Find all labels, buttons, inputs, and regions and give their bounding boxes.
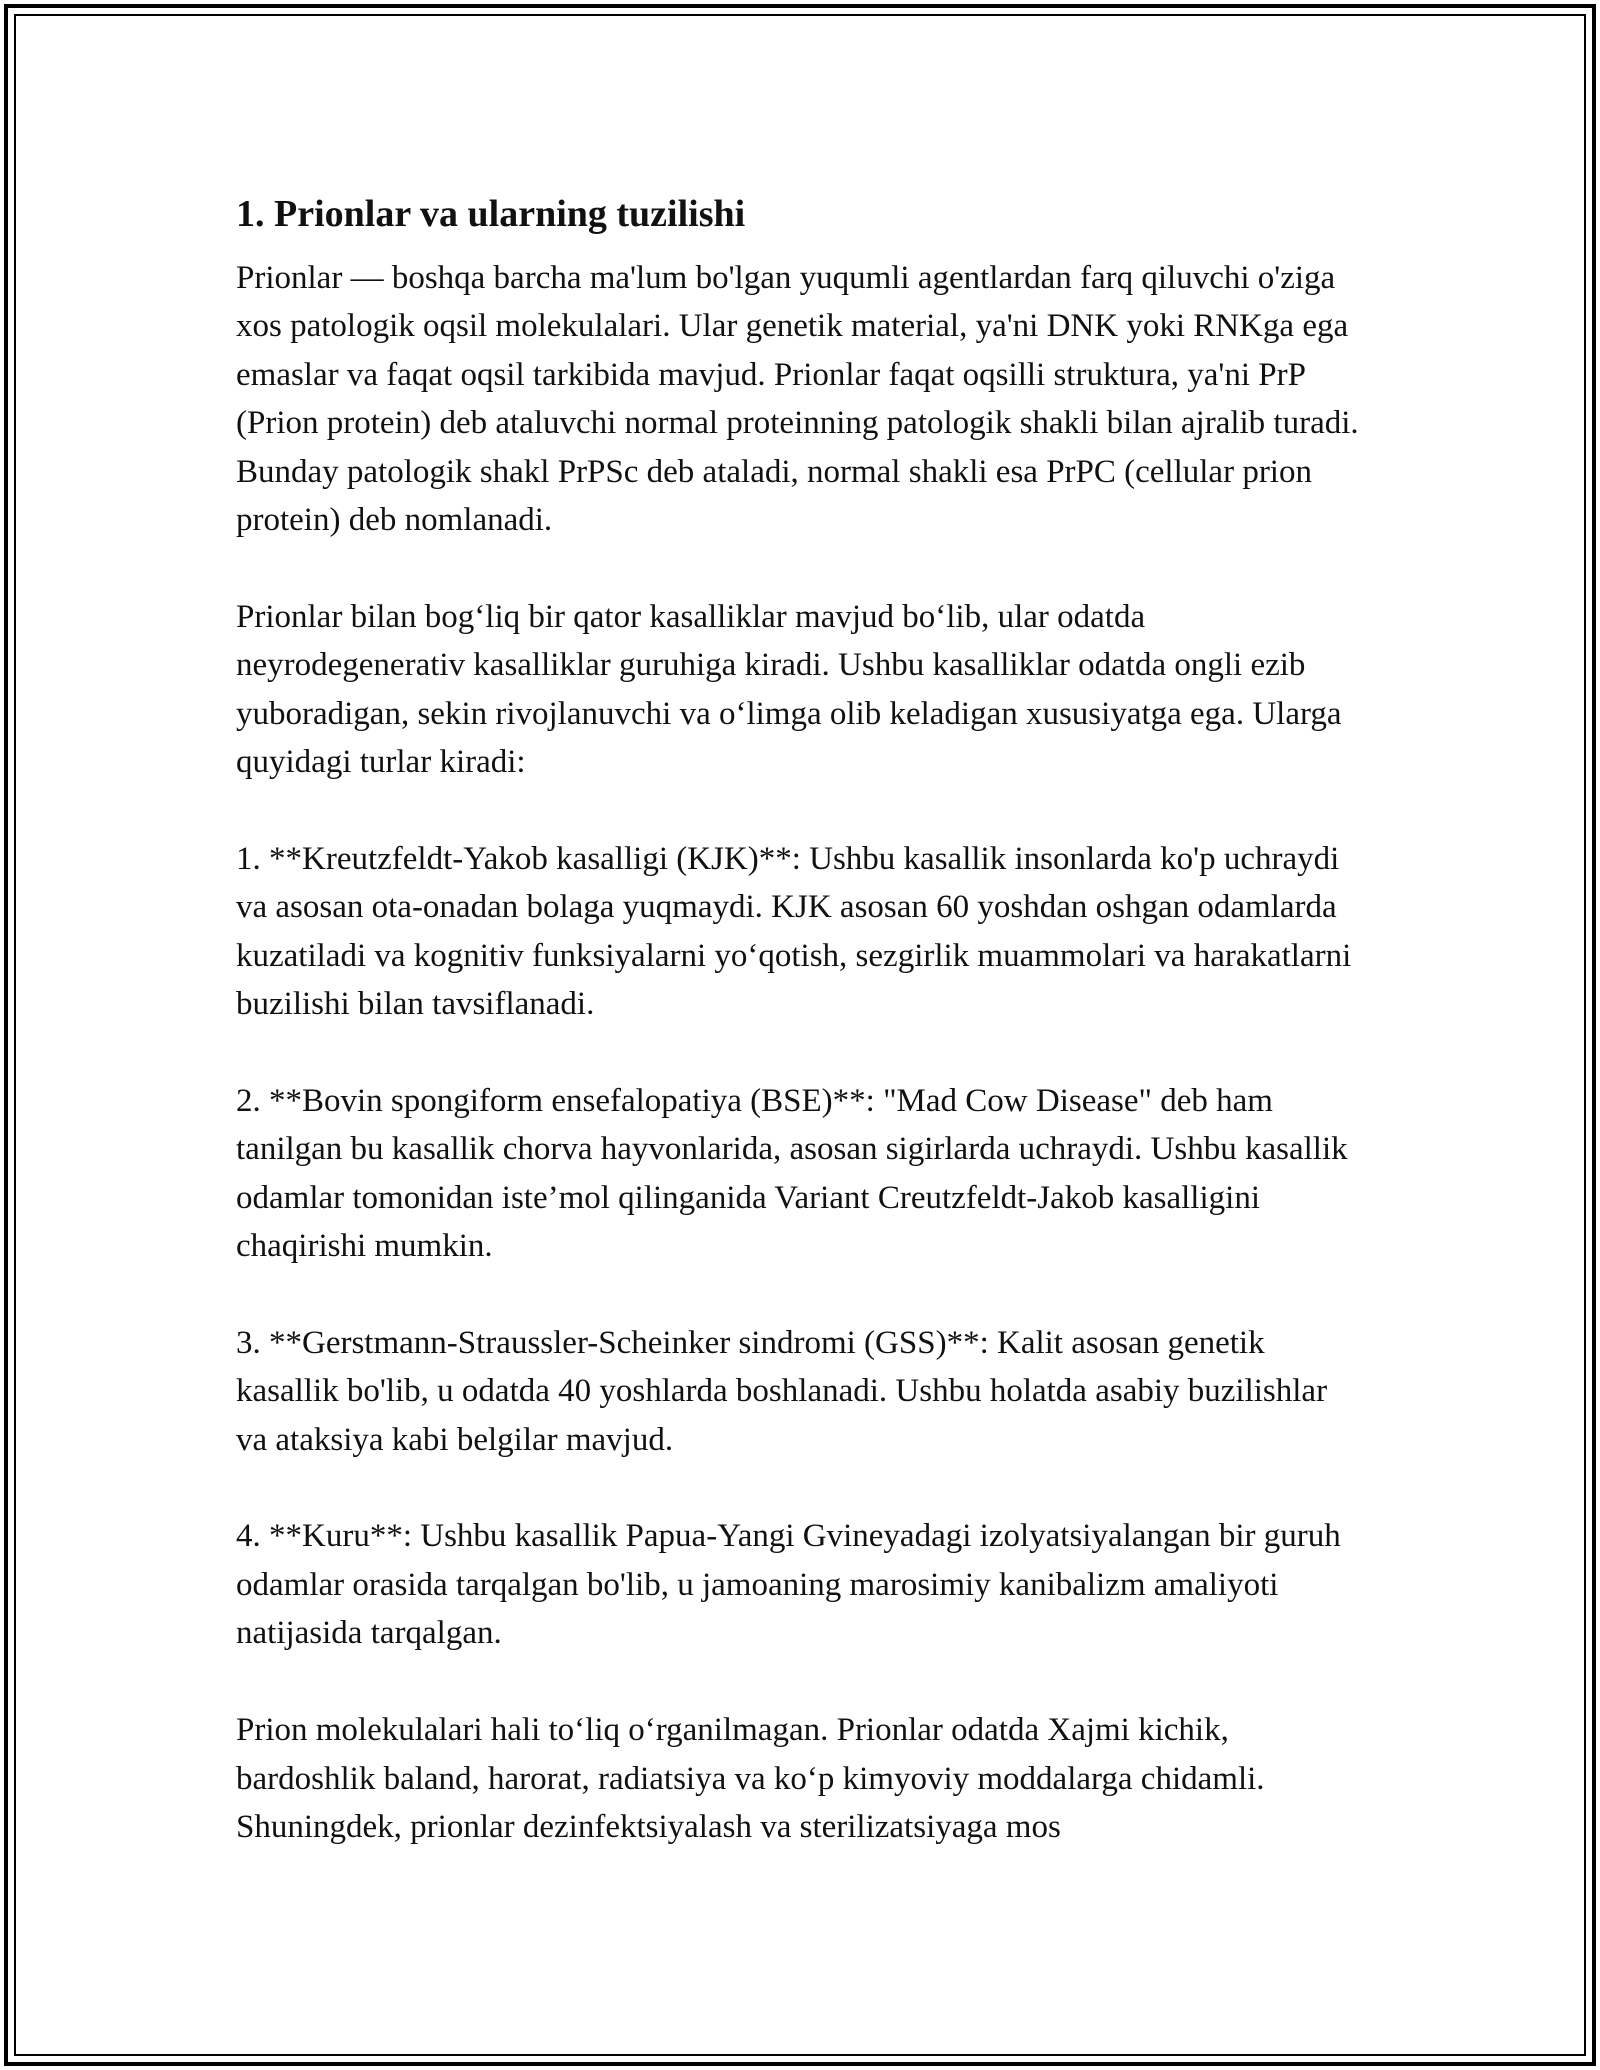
document-body — [236, 186, 1366, 1851]
paragraph-kjk: 1. **Kreutzfeldt-Yakob kasalligi (KJK)**: Ushbu kasallik insonlarda ko'p uchraydi va asosan ota-onadan bolaga yuqmaydi. KJK asosan 60 yoshdan oshgan odamlarda kuzatiladi va kognitiv funksiyalarni yo‘qotish, sezgirlik muammolari va harakatlarni buzilishi bilan tavsiflanadi. — [236, 840, 1352, 1023]
paragraph-intro: Prionlar — boshqa barcha ma'lum bo'lgan yuqumli agentlardan farq qiluvchi o'ziga xos patologik oqsil molekulalari. Ular genetik material, ya'ni DNK yoki RNKga ega emaslar va faqat oqsil tarkibida mavjud. Prionlar faqat oqsilli struktura, ya'ni PrP (Prion protein) deb ataluvchi normal proteinning patologik shakli bilan ajralib turadi. Bunday patologik shakl PrPSc deb ataladi, normal shakli esa PrPC (cellular prion protein) deb nomlanadi. — [236, 260, 1359, 539]
paragraph-bse: 2. **Bovin spongiform ensefalopatiya (BSE)**: "Mad Cow Disease" deb ham tanilgan bu kasallik chorva hayvonlarida, asosan sigirlarda uchraydi. Ushbu kasallik odamlar tomonidan iste’mol qilinganida Variant Creutzfeldt-Jakob kasalligini chaqirishi mumkin. — [236, 1082, 1348, 1265]
paragraph-kuru: 4. **Kuru**: Ushbu kasallik Papua-Yangi Gvineyadagi izolyatsiyalangan bir guruh odamlar orasida tarqalgan bo'lib, u jamoaning marosimiy kanibalizm amaliyoti natijasida tarqalgan. — [236, 1518, 1341, 1652]
section-heading: 1. Prionlar va ularning tuzilishi — [236, 193, 746, 235]
paragraph-gss: 3. **Gerstmann-Straussler-Scheinker sindromi (GSS)**: Kalit asosan genetik kasallik bo'lib, u odatda 40 yoshlarda boshlanadi. Ushbu holatda asabiy buzilishlar va ataksiya kabi belgilar mavjud. — [236, 1324, 1328, 1458]
paragraph-properties: Prion molekulalari hali to‘liq o‘rganilmagan. Prionlar odatda Xajmi kichik, bardoshlik baland, harorat, radiatsiya va ko‘p kimyoviy moddalarga chidamli. Shuningdek, prionlar dezinfektsiyalash va sterilizatsiyaga mos — [236, 1712, 1265, 1845]
paragraph-diseases-overview: Prionlar bilan bog‘liq bir qator kasalliklar mavjud bo‘lib, ular odatda neyrodegenerativ kasalliklar guruhiga kiradi. Ushbu kasalliklar odatda ongli ezib yuboradigan, sekin rivojlanuvchi va o‘limga olib keladigan xususiyatga ega. Ularga quyidagi turlar kiradi: — [236, 598, 1342, 781]
